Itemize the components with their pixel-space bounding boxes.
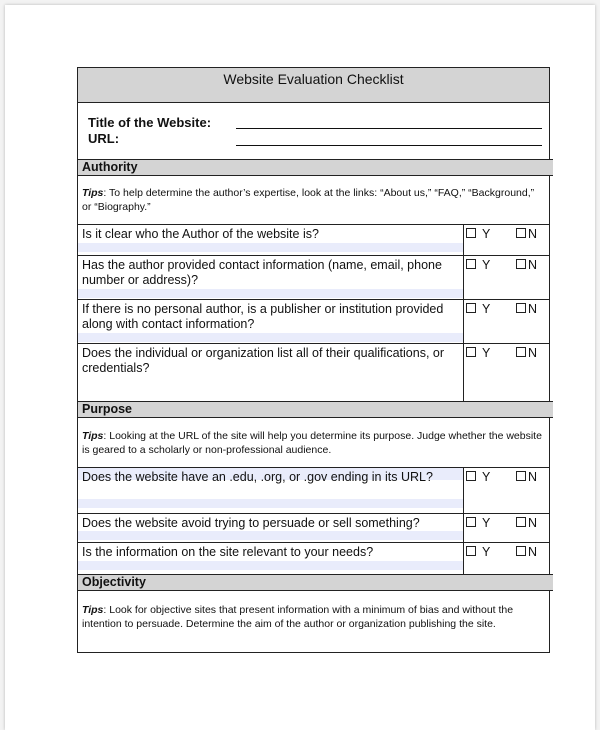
question-text: Does the individual or organization list all of their qualifications, or credentials?	[78, 344, 464, 401]
checkbox-icon	[466, 228, 476, 238]
question-row	[78, 513, 549, 542]
no-option[interactable]	[516, 516, 537, 531]
question-text: Has the author provided contact information (name, email, phone number or address)?	[78, 256, 464, 299]
question-row	[78, 542, 549, 574]
yes-label: Y	[482, 227, 491, 241]
section-heading-authority: Authority	[78, 159, 553, 176]
no-label: N	[528, 346, 538, 360]
yes-option[interactable]	[466, 545, 490, 560]
no-option[interactable]	[516, 302, 537, 317]
tips-label: Tips	[82, 604, 104, 616]
checkbox-icon	[516, 303, 526, 313]
yes-label: Y	[482, 516, 491, 530]
section-heading-objectivity: Objectivity	[78, 574, 553, 591]
no-label: N	[528, 258, 538, 272]
checkbox-icon	[466, 471, 476, 481]
yes-label: Y	[482, 258, 491, 272]
question-text: Does the website have an .edu, .org, or .gov ending in its URL?	[78, 468, 464, 513]
website-info-block	[78, 102, 549, 159]
no-option[interactable]	[516, 470, 537, 485]
question-row	[78, 224, 549, 255]
checkbox-icon	[466, 517, 476, 527]
yes-label: Y	[482, 470, 491, 484]
website-title-label: Title of the Website:	[88, 115, 212, 130]
yes-label: Y	[482, 346, 491, 360]
yes-option[interactable]	[466, 227, 490, 242]
checkbox-icon	[466, 347, 476, 357]
yes-label: Y	[482, 302, 491, 316]
checkbox-icon	[516, 347, 526, 357]
checkbox-icon	[516, 517, 526, 527]
document-page	[5, 5, 595, 730]
question-row	[78, 467, 549, 513]
checkbox-icon	[516, 259, 526, 269]
yes-label: Y	[482, 545, 491, 559]
evaluation-checklist-form	[77, 67, 550, 653]
no-label: N	[528, 545, 538, 559]
url-label: URL:	[88, 131, 120, 146]
no-option[interactable]	[516, 545, 537, 560]
yes-option[interactable]	[466, 346, 490, 361]
question-row	[78, 255, 549, 299]
checkbox-icon	[516, 471, 526, 481]
tips-text: : To help determine the author’s expertise, look at the links: “About us,” “FAQ,” “Background,” or “Biography.”	[82, 187, 535, 213]
question-text: Does the website avoid trying to persuade or sell something?	[78, 514, 464, 542]
tips-authority	[82, 186, 542, 214]
form-title: Website Evaluation Checklist	[78, 68, 549, 103]
yes-option[interactable]	[466, 470, 490, 485]
no-option[interactable]	[516, 346, 537, 361]
tips-text: : Looking at the URL of the site will help you determine its purpose. Judge whether the website is geared to a scholarly or non-professional audience.	[82, 430, 542, 456]
no-label: N	[528, 302, 538, 316]
question-text: If there is no personal author, is a publisher or institution provided along with contact information?	[78, 300, 464, 343]
tips-text: : Look for objective sites that present information with a minimum of bias and without the intention to persuade. Determine the aim of the author or organization publishing the site.	[82, 604, 514, 630]
checkbox-icon	[466, 546, 476, 556]
tips-purpose	[82, 429, 542, 457]
question-text: Is it clear who the Author of the website is?	[78, 225, 464, 255]
no-option[interactable]	[516, 227, 537, 242]
yes-option[interactable]	[466, 258, 490, 273]
no-label: N	[528, 516, 538, 530]
website-title-input-line[interactable]	[236, 128, 542, 129]
checkbox-icon	[516, 228, 526, 238]
yes-option[interactable]	[466, 516, 490, 531]
tips-label: Tips	[82, 187, 104, 199]
yes-option[interactable]	[466, 302, 490, 317]
question-row	[78, 299, 549, 343]
checkbox-icon	[466, 259, 476, 269]
url-input-line[interactable]	[236, 145, 542, 146]
checkbox-icon	[466, 303, 476, 313]
checkbox-icon	[516, 546, 526, 556]
question-text: Is the information on the site relevant to your needs?	[78, 543, 464, 574]
no-label: N	[528, 470, 538, 484]
no-option[interactable]	[516, 258, 537, 273]
no-label: N	[528, 227, 538, 241]
tips-label: Tips	[82, 430, 104, 442]
tips-objectivity	[82, 603, 542, 631]
section-heading-purpose: Purpose	[78, 401, 553, 418]
question-row	[78, 343, 549, 401]
